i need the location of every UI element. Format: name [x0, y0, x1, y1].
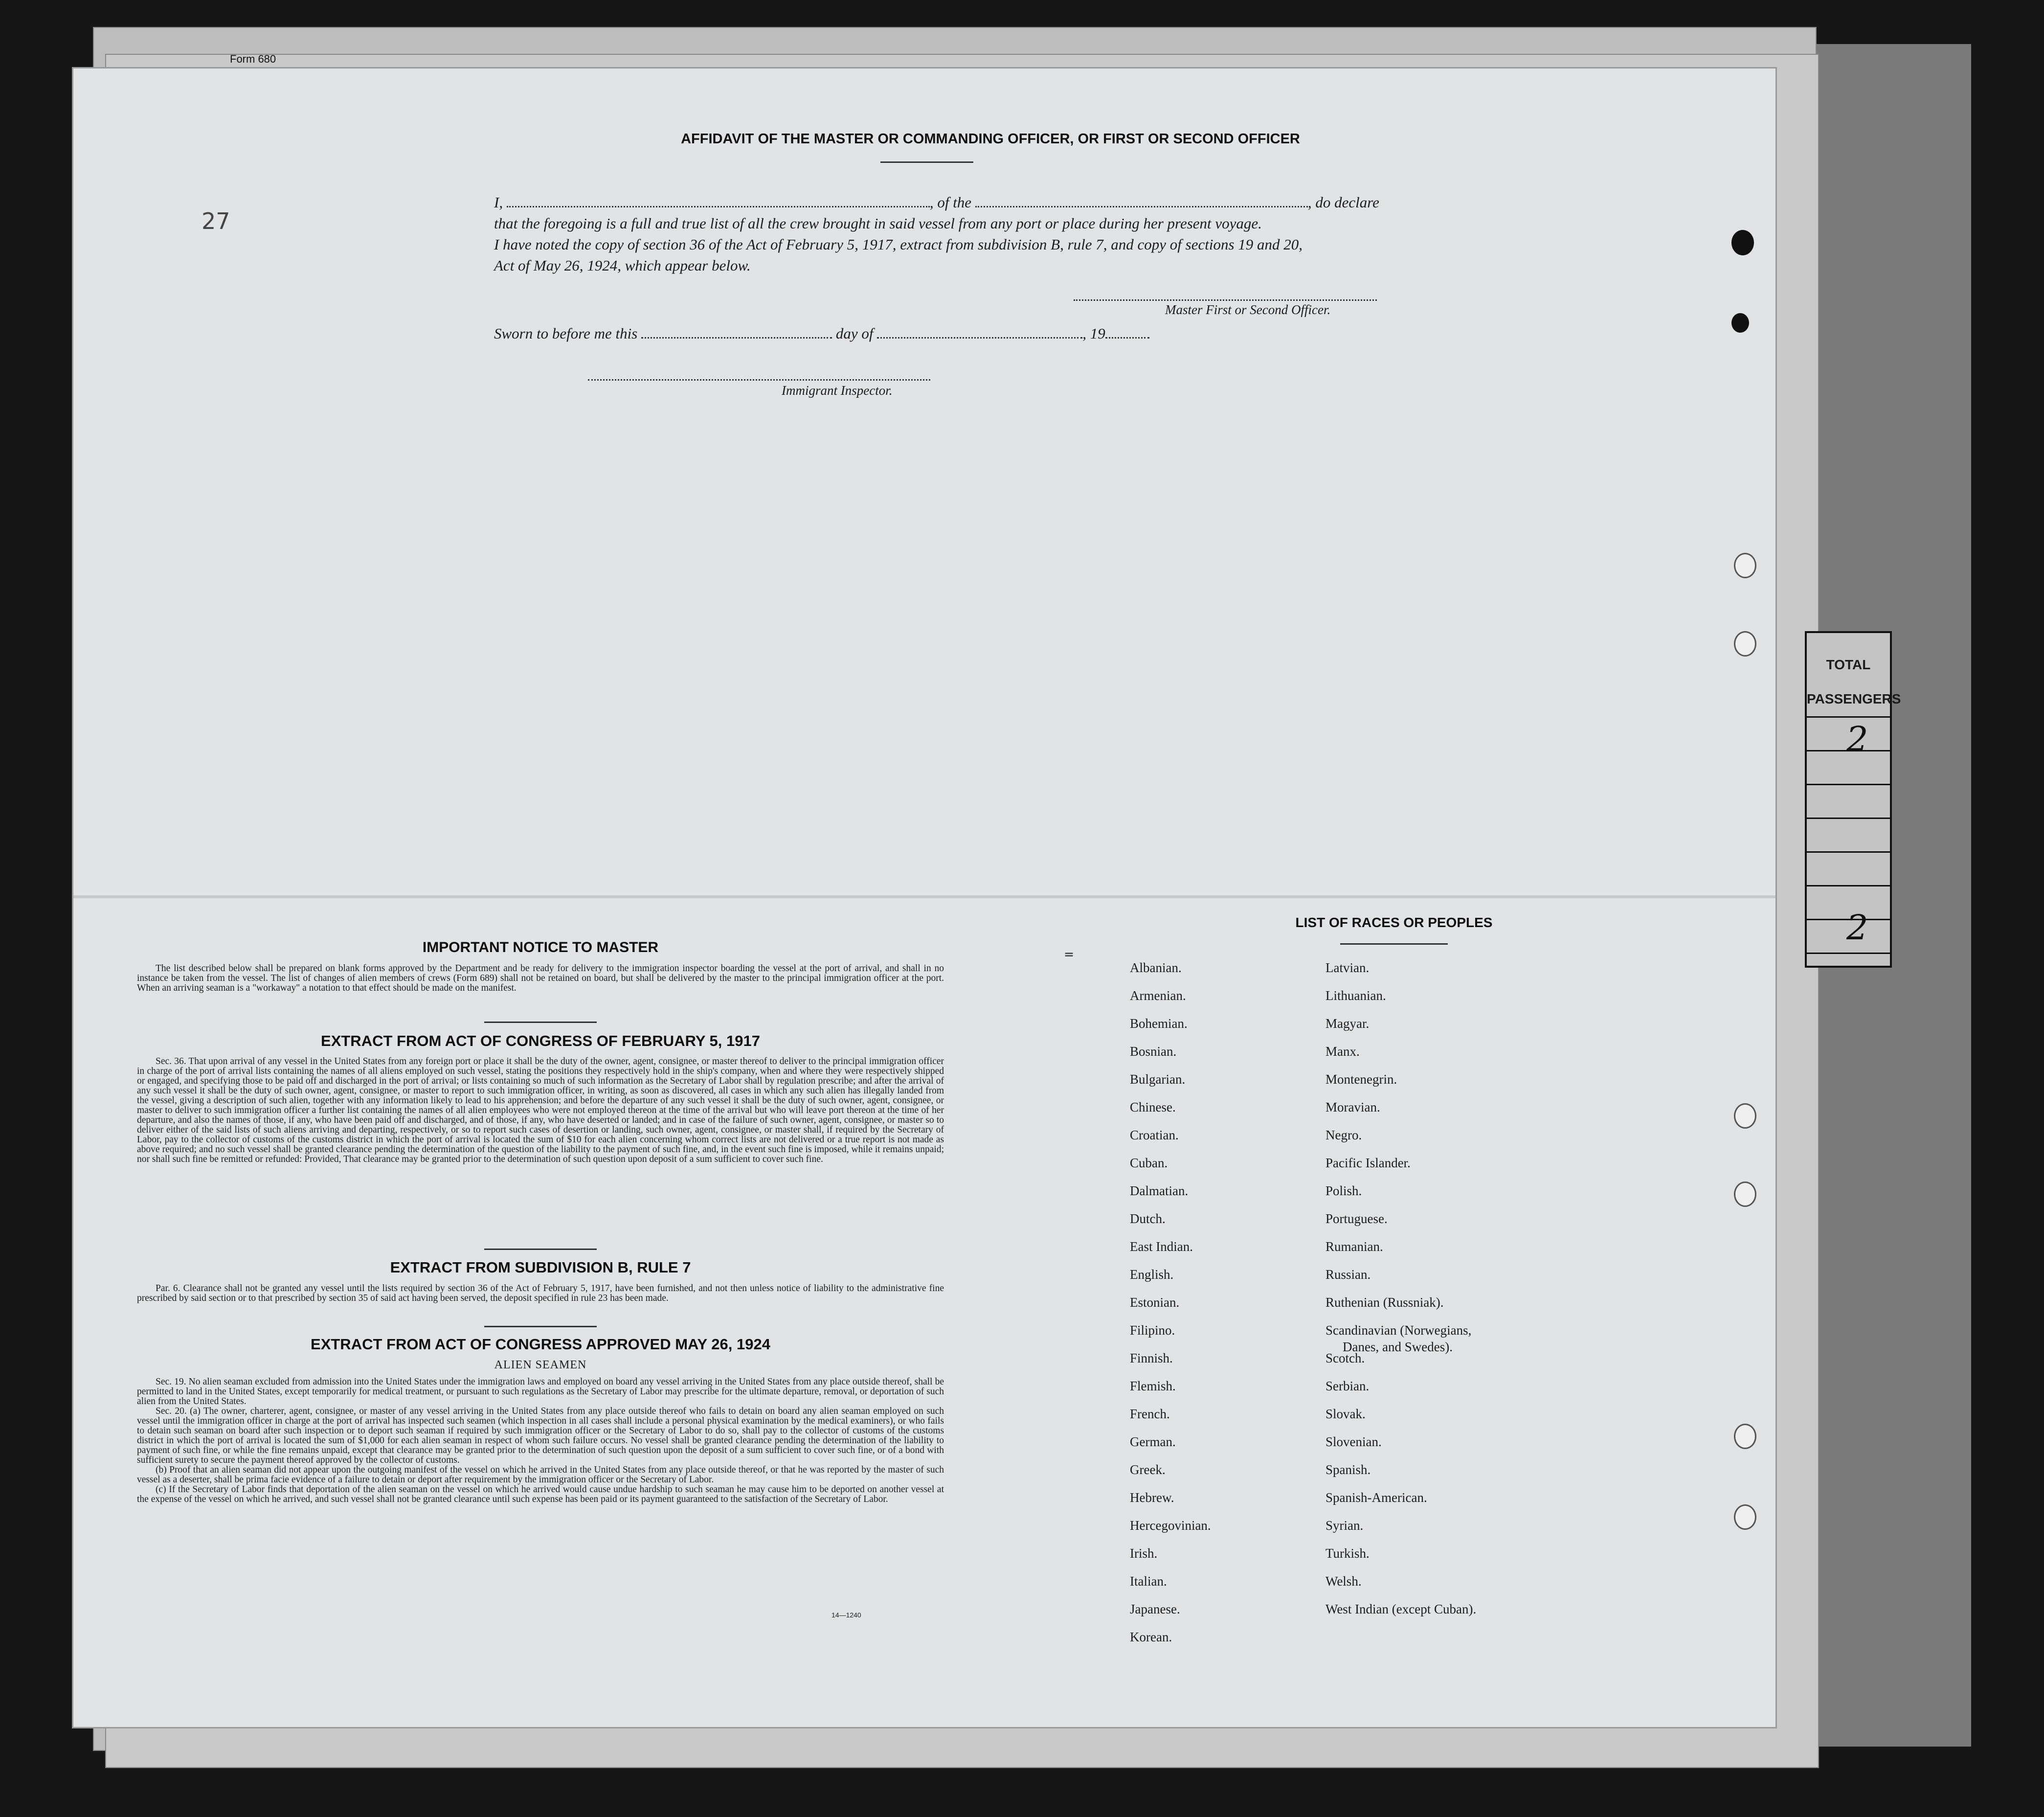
race-item: Spanish.: [1325, 1462, 1371, 1477]
race-item: Irish.: [1130, 1546, 1158, 1561]
extract-1924-title: EXTRACT FROM ACT OF CONGRESS APPROVED MAY 26, 1924: [311, 1336, 770, 1353]
race-item: Portuguese.: [1325, 1211, 1388, 1226]
affidavit-line-1: I, , of the , do declare: [494, 194, 1379, 211]
crew-list-form-page: [73, 68, 1775, 1727]
race-item: Korean.: [1130, 1630, 1172, 1644]
title-rule: [880, 161, 973, 163]
race-item: Hercegovinian.: [1130, 1518, 1211, 1533]
handwritten-total-1: 2: [1846, 719, 1868, 759]
race-item: Syrian.: [1325, 1518, 1364, 1533]
section-rule: [484, 1022, 597, 1023]
race-item: Pacific Islander.: [1325, 1156, 1411, 1170]
race-item: Ruthenian (Russniak).: [1325, 1295, 1444, 1310]
form-number: Form 680: [230, 53, 276, 65]
extract-rule7-body: Par. 6. Clearance shall not be granted any vessel until the lists required by section 36 of the Act of February 5, 1917, have been furnished, and not then unless notice of liability to the administrative fine prescribed by said section or to that prescribed by section 35 of said act having been served, the deposit specified in rule 23 has been made.: [137, 1283, 944, 1303]
sworn-line: Sworn to before me this day of , 19: [494, 324, 1149, 342]
binder-rivet: [1731, 313, 1749, 333]
race-item: Spanish-American.: [1325, 1490, 1427, 1505]
totals-header: TOTAL: [1826, 657, 1871, 672]
races-title-rule: [1340, 943, 1448, 945]
ink-mark: ⁼: [1064, 947, 1075, 969]
affidavit-line-2: that the foregoing is a full and true list of all the crew brought in said vessel from any port or place during her present voyage.: [494, 215, 1262, 232]
race-item: Chinese.: [1130, 1100, 1176, 1114]
affidavit-line-4: Act of May 26, 1924, which appear below.: [494, 257, 751, 274]
affidavit-line-3: I have noted the copy of section 36 of the Act of February 5, 1917, extract from subdivision B, rule 7, and copy of sections 19 and 20,: [494, 236, 1303, 253]
notice-title: IMPORTANT NOTICE TO MASTER: [422, 939, 659, 955]
race-item: Negro.: [1325, 1128, 1362, 1142]
race-item: Armenian.: [1130, 988, 1186, 1003]
margin-number: 27: [202, 208, 230, 234]
race-item: Montenegrin.: [1325, 1072, 1397, 1087]
master-signature-line: [1074, 299, 1377, 301]
races-title: LIST OF RACES OR PEOPLES: [1295, 915, 1493, 930]
handwritten-total-2: 2: [1846, 908, 1868, 948]
race-item: West Indian (except Cuban).: [1325, 1602, 1477, 1616]
race-item: Rumanian.: [1325, 1239, 1383, 1254]
inspector-caption: Immigrant Inspector.: [782, 383, 893, 398]
race-item: Flemish.: [1130, 1379, 1176, 1393]
race-item: French.: [1130, 1407, 1170, 1421]
race-item: Dalmatian.: [1130, 1183, 1189, 1198]
race-item: Bosnian.: [1130, 1044, 1177, 1059]
race-item: Magyar.: [1325, 1016, 1370, 1031]
race-item: Scotch.: [1325, 1351, 1365, 1365]
race-item: Greek.: [1130, 1462, 1166, 1477]
race-item: Bulgarian.: [1130, 1072, 1186, 1087]
binder-rivet: [1731, 230, 1754, 255]
extract-1917-body: Sec. 36. That upon arrival of any vessel in the United States from any foreign port or place it shall be the duty of the owner, agent, consignee, or master thereof to deliver to the principal immigration officer in charge of the port of arrival lists containing the names of all aliens employed on such vessel, stating the positions they respectively hold in the ship's company, when and where they were respectively shipped or engaged, and specifying those to be paid off and discharged in the port of arrival; or lists containing so much of such information as the Secretary of Labor shall by regulation prescribe; and after the arrival of any such vessel it shall be the duty of such owner, agent, consignee, or master to report to such immigration officer, in writing, as soon as discovered, all cases in which any such alien has illegally landed from the vessel, giving a description of such alien, together with any information likely to lead to his apprehension; and before the departure of any such vessel it shall be the duty of such owner, agent, consignee, or master to deliver to such immigration officer a further list containing the names of all alien employees who were not employed thereon at the time of the arrival but who will leave port thereon at the time of her departure, and also the names of those, if any, who have been paid off and discharged, and of those, if any, who have deserted or landed; and in case of the failure of such owner, agent, consignee, or master so to deliver either of the said lists of such aliens arriving and departing, respectively, or so to report such cases of desertion or landing, such owner, agent, consignee, or master shall, if required by the Secretary of Labor, pay to the collector of customs of the customs district in which the port of arrival is located the sum of $10 for each alien concerning whom correct lists are not delivered or a true report is not made as above required; and no such vessel shall be granted clearance pending the determination of the question of the liability to the payment of such fine, and, in the event such fine is imposed, while it remains unpaid; nor shall such fine be remitted or refunded: Provided, That clearance may be granted prior to the determination of such question upon deposit of a sum sufficient to cover such fine.: [137, 1056, 944, 1164]
race-item: Bohemian.: [1130, 1016, 1188, 1031]
section-rule: [484, 1249, 597, 1250]
print-code: 14—1240: [831, 1611, 861, 1619]
extract-rule7-title: EXTRACT FROM SUBDIVISION B, RULE 7: [390, 1259, 691, 1276]
binder-hole: [1734, 1181, 1756, 1207]
extract-1924-body: Sec. 19. No alien seaman excluded from admission into the United States under the immigration laws and employed on board any vessel arriving in the United States from any place outside thereof, shall be permitted to land in the United States, except temporarily for medical treatment, or pursuant to such regulations as the Secretary of Labor may prescribe for the ultimate departure, removal, or deportation of such alien from the United States. Sec. 20. (a) The owner, charterer, agent, consignee, or master of any vessel arriving in the United States from any place outside thereof who fails to detain on board any alien seaman employed on such vessel until the immigration officer in charge at the port of arrival has inspected such seamen (which inspection in all cases shall include a personal physical examination by the medical examiners), or who fails to detain such seaman on board after such inspection or to deport such seaman if required by such immigration officer or the Secretary of Labor to do so, shall pay to the collector of customs of the customs district in which the port of arrival is located the sum of $1,000 for each alien seaman in respect of whom such failure occurs. No vessel shall be granted clearance pending the determination of the liability to payment of such fine, or while the fine remains unpaid, except that clearance may be granted prior to the determination of such question upon the deposit of a sum sufficient to cover such fine, or of a bond with sufficient surety to secure the payment thereof approved by the collector of customs. (b) Proof that an alien seaman did not appear upon the outgoing manifest of the vessel on which he arrived in the United States from any place outside thereof, or that he was reported by the master of such vessel as a deserter, shall be prima facie evidence of a failure to detain or deport after requirement by the immigration officer or the Secretary of Labor. (c) If the Secretary of Labor finds that deportation of the alien seaman on the vessel on which he arrived would cause undue hardship to such seaman he may cause him to be deported on another vessel at the expense of the vessel on which he arrived, and such vessel shall not be granted clearance until such expense has been paid or its payment guaranteed to the satisfaction of the Secretary of Labor.: [137, 1377, 944, 1504]
passengers-header: PASSENGERS: [1807, 691, 1901, 706]
race-item: Slovak.: [1325, 1407, 1366, 1421]
race-item: Japanese.: [1130, 1602, 1180, 1616]
binder-hole: [1734, 553, 1756, 578]
race-item: Scandinavian (Norwegians,: [1325, 1323, 1472, 1338]
extract-1917-title: EXTRACT FROM ACT OF CONGRESS OF FEBRUARY 5, 1917: [321, 1032, 760, 1049]
binder-hole: [1734, 1424, 1756, 1449]
binder-hole: [1734, 631, 1756, 657]
race-item: Albanian.: [1130, 960, 1182, 975]
master-signature-caption: Master First or Second Officer.: [1165, 302, 1331, 317]
race-item: Manx.: [1325, 1044, 1360, 1059]
race-item: Dutch.: [1130, 1211, 1166, 1226]
race-item: Polish.: [1325, 1183, 1362, 1198]
race-item: Finnish.: [1130, 1351, 1173, 1365]
page-fold: [73, 895, 1775, 898]
race-item: Filipino.: [1130, 1323, 1175, 1338]
race-item: English.: [1130, 1267, 1174, 1282]
race-item: Cuban.: [1130, 1156, 1168, 1170]
affidavit-title: AFFIDAVIT OF THE MASTER OR COMMANDING OFFICER, OR FIRST OR SECOND OFFICER: [681, 131, 1300, 147]
section-rule: [484, 1326, 597, 1327]
race-item: Croatian.: [1130, 1128, 1179, 1142]
race-item: Italian.: [1130, 1574, 1167, 1589]
race-item: Lithuanian.: [1325, 988, 1386, 1003]
race-item: East Indian.: [1130, 1239, 1193, 1254]
race-item: Hebrew.: [1130, 1490, 1174, 1505]
race-item: Estonian.: [1130, 1295, 1180, 1310]
alien-seamen-subtitle: ALIEN SEAMEN: [494, 1359, 587, 1371]
race-item: Latvian.: [1325, 960, 1370, 975]
binder-hole: [1734, 1103, 1756, 1129]
race-item: Turkish.: [1325, 1546, 1370, 1561]
race-item: Serbian.: [1325, 1379, 1370, 1393]
race-item: Moravian.: [1325, 1100, 1380, 1114]
race-item: Slovenian.: [1325, 1434, 1382, 1449]
race-item: Welsh.: [1325, 1574, 1362, 1589]
binder-hole: [1734, 1504, 1756, 1530]
inspector-signature-line: [588, 379, 930, 381]
notice-body: The list described below shall be prepared on blank forms approved by the Department and be ready for delivery to the immigration inspector boarding the vessel at the port of arrival, and shall in no instance be taken from the vessel. The list of changes of alien members of crews (Form 689) shall not be retained on board, but shall be delivered by the master to the principal immigration officer at the port. When an arriving seaman is a "workaway" a notation to that effect should be made on the manifest.: [137, 963, 944, 993]
race-item: German.: [1130, 1434, 1176, 1449]
race-item: Russian.: [1325, 1267, 1371, 1282]
race-item: Danes, and Swedes).: [1343, 1340, 1453, 1354]
